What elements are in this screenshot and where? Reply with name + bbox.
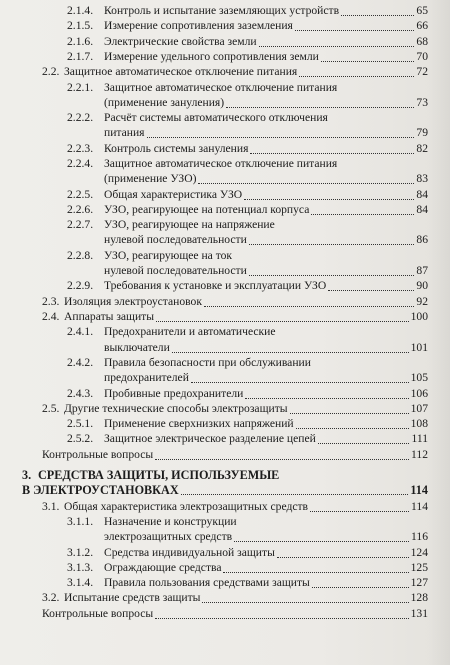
toc-entry-page: 83 <box>416 172 428 186</box>
toc-entry-title: Общая характеристика УЗО <box>104 187 243 201</box>
toc-dot-leader <box>245 384 408 399</box>
toc-entry-title: Контроль и испытание заземляющих устройств <box>104 4 340 17</box>
toc-dot-leader <box>172 338 409 353</box>
toc-entry-page: 70 <box>416 49 428 63</box>
toc-dot-leader <box>277 543 409 558</box>
toc-entry-number: 3.1.2. <box>67 545 94 559</box>
toc-entry-number: 2.5. <box>42 401 60 415</box>
toc-entry-page: 73 <box>416 95 428 109</box>
toc-entry-page: 65 <box>416 4 428 17</box>
toc-entry-number: 2.2.9. <box>67 279 94 293</box>
toc-entry-title: Защитное автоматическое отключение питания <box>104 80 338 94</box>
toc-entry-number: 2.5.2. <box>67 432 94 446</box>
toc-entry-title: Ограждающие средства <box>104 560 222 574</box>
toc-entry-page: 107 <box>410 401 428 415</box>
toc-dot-leader <box>181 480 409 495</box>
toc-entry-title-continued: нулевой последовательности <box>104 233 247 247</box>
toc-entry-page: 84 <box>416 202 428 216</box>
toc-entry-title: Применение сверхнизких напряжений <box>104 417 294 431</box>
toc-dot-leader <box>223 558 408 573</box>
toc-dot-leader <box>312 573 409 588</box>
toc-entry-page: 105 <box>410 371 428 385</box>
toc-entry-title-continued: (применение зануления) <box>104 95 225 109</box>
toc-entry-title: Контрольные вопросы <box>42 447 154 461</box>
toc-entry-title: Защитное электрическое разделение цепей <box>104 432 316 446</box>
toc-entry-number: 2.2.8. <box>67 248 94 262</box>
toc-entry-title: Аппараты защиты <box>64 310 155 323</box>
toc-entry-page: 66 <box>416 19 428 33</box>
toc-dot-leader <box>295 16 415 31</box>
toc-entry-page: 101 <box>410 340 428 354</box>
toc-entry-number: 3. <box>22 468 32 482</box>
toc-dot-leader <box>226 93 414 108</box>
toc-entry-title-continued: (применение УЗО) <box>104 172 197 186</box>
page-edge-shadow <box>428 0 450 665</box>
toc-dot-leader <box>250 139 414 154</box>
toc-entry-page: 124 <box>410 545 428 559</box>
toc-entry-number: 3.1.1. <box>67 514 94 528</box>
toc-entry-title: Общая характеристика электрозащитных средств <box>64 499 309 513</box>
toc-entry-title: Предохранители и автоматические <box>104 325 276 339</box>
toc-dot-leader <box>156 307 409 322</box>
toc-entry-page: 106 <box>410 386 428 400</box>
toc-dot-leader <box>310 497 409 512</box>
toc-dot-leader <box>321 47 415 62</box>
toc-entry-number: 2.2. <box>42 65 60 79</box>
toc-entry-page: 86 <box>416 233 428 247</box>
toc-entry-title-continued: питания <box>104 126 145 140</box>
toc-entry-title: СРЕДСТВА ЗАЩИТЫ, ИСПОЛЬЗУЕМЫЕ <box>38 468 280 482</box>
toc-dot-leader <box>249 261 415 276</box>
toc-entry-page: 114 <box>411 499 428 513</box>
toc-entry-page: 100 <box>410 310 428 323</box>
toc-dot-leader <box>296 414 409 429</box>
toc-entry-number: 2.1.7. <box>67 49 94 63</box>
toc-entry-page: 111 <box>411 432 428 446</box>
toc-entry-number: 2.4.3. <box>67 386 94 400</box>
toc-entry-page: 116 <box>411 530 428 544</box>
toc-entry-title: Испытание средств защиты <box>64 591 201 605</box>
toc-entry-page: 131 <box>410 606 428 620</box>
toc-entry-number: 3.2. <box>42 591 60 605</box>
toc-entry-title: Правила безопасности при обслуживании <box>104 355 311 369</box>
toc-entry-page: 90 <box>416 279 428 293</box>
toc-entry-page: 128 <box>410 591 428 605</box>
toc-entry-page: 72 <box>416 65 428 79</box>
toc-entry-number: 2.2.7. <box>67 218 94 232</box>
toc-entry-number: 2.4.1. <box>67 325 94 339</box>
toc-entry-number: 2.2.3. <box>67 141 94 155</box>
toc-entry-page: 127 <box>410 576 428 590</box>
toc-entry-number: 2.1.5. <box>67 19 94 33</box>
toc-entry-number: 2.2.1. <box>67 80 94 94</box>
toc-dot-leader <box>341 1 414 16</box>
toc-entry-page: 68 <box>416 34 428 48</box>
toc-dot-leader <box>234 527 409 542</box>
toc-entry-title: Изоляция электроустановок <box>64 294 202 308</box>
toc-entry-title-continued: предохранителей <box>104 371 189 385</box>
toc-entry-number: 2.2.4. <box>67 157 94 170</box>
toc-entry-number: 2.4.2. <box>67 355 94 369</box>
toc-entry-title: УЗО, реагирующее на напряжение <box>104 218 275 232</box>
toc-entry-number: 2.3. <box>42 294 60 308</box>
toc-entry-number: 2.1.6. <box>67 34 94 48</box>
toc-entry-number: 3.1.3. <box>67 560 94 574</box>
toc-entry-title-continued: выключатели <box>104 340 170 354</box>
toc-entry-page: 79 <box>416 126 428 140</box>
toc-entry-title: Правила пользования средствами защиты <box>104 576 310 590</box>
toc-entry-number: 3.1. <box>42 499 60 513</box>
toc-entry-page: 82 <box>416 141 428 155</box>
toc-entry-page: 125 <box>410 560 428 574</box>
toc-entry-title: Средства индивидуальной защиты <box>104 545 275 559</box>
toc-dot-leader <box>198 169 414 184</box>
toc-dot-leader <box>311 200 414 215</box>
toc-dot-leader <box>204 292 414 307</box>
toc-entry-title-continued: нулевой последовательности <box>104 264 247 278</box>
toc-entry-page: 112 <box>411 447 428 461</box>
toc-entry-title: Защитное автоматическое отключение питания <box>104 157 338 170</box>
toc-dot-leader <box>290 399 409 414</box>
toc-entry-title: Защитное автоматическое отключение питания <box>64 65 298 79</box>
toc-entry-title: Назначение и конструкции <box>104 514 237 528</box>
toc-entry-page: 114 <box>410 483 428 498</box>
toc-dot-leader <box>328 276 414 291</box>
toc-dot-leader <box>299 62 414 77</box>
toc-dot-leader <box>244 185 414 200</box>
toc-entry-number: 2.2.2. <box>67 111 94 125</box>
toc-entry-page: 87 <box>416 264 428 278</box>
toc-entry-number: 2.4. <box>42 310 60 323</box>
toc-entry-title: УЗО, реагирующее на потенциал корпуса <box>104 202 310 216</box>
toc-entry-title: Контроль системы зануления <box>104 141 249 155</box>
toc-entry-title: Измерение сопротивления заземления <box>104 19 293 33</box>
toc-dot-leader <box>155 604 408 619</box>
toc-dot-leader <box>155 445 409 460</box>
toc-entry-title: Требования к установке и эксплуатации УЗО <box>104 279 327 293</box>
toc-dot-leader <box>259 32 415 47</box>
toc-entry-number: 2.5.1. <box>67 417 94 431</box>
toc-entry-title-continued: электрозащитных средств <box>104 530 233 544</box>
toc-entry-number: 2.1.4. <box>67 4 94 17</box>
toc-entry-page: 92 <box>416 294 428 308</box>
toc-entry-title-continued: В ЭЛЕКТРОУСТАНОВКАХ <box>22 483 179 498</box>
toc-dot-leader <box>249 230 415 245</box>
toc-entry-title: Расчёт системы автоматического отключения <box>104 111 328 125</box>
toc-entry-title: УЗО, реагирующее на ток <box>104 248 233 262</box>
toc-entry-page: 108 <box>410 417 428 431</box>
toc-entry-title: Электрические свойства земли <box>104 34 257 48</box>
toc-entry-page: 84 <box>416 187 428 201</box>
toc-entry-number: 3.1.4. <box>67 576 94 590</box>
toc-entry-title: Контрольные вопросы <box>42 606 154 620</box>
toc-dot-leader <box>191 368 409 383</box>
toc-entry-title: Пробивные предохранители <box>104 386 244 400</box>
toc-entry-title: Измерение удельного сопротивления земли <box>104 49 319 63</box>
toc-entry-number: 2.2.5. <box>67 187 94 201</box>
toc-entry-number: 2.2.6. <box>67 202 94 216</box>
toc-dot-leader <box>202 588 408 603</box>
toc-dot-leader <box>147 123 415 138</box>
toc-dot-leader <box>318 429 410 444</box>
toc-entry-title: Другие технические способы электрозащиты <box>64 401 288 415</box>
